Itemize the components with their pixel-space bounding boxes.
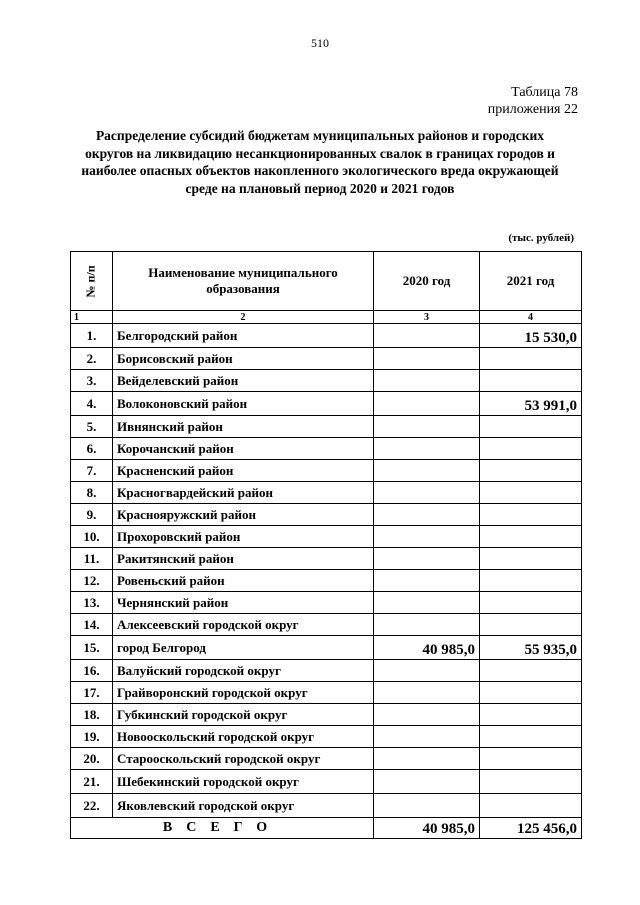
value-2020: [374, 704, 480, 726]
table-row: [71, 482, 582, 504]
table-row: [71, 570, 582, 592]
value-2021: [480, 726, 582, 748]
row-number: 2.: [71, 348, 113, 370]
value-2021: [480, 438, 582, 460]
value-2021: [480, 570, 582, 592]
table-row: [71, 770, 582, 794]
row-number: 11.: [71, 548, 113, 570]
table-row: [71, 392, 582, 416]
municipality-name: Вейделевский район: [113, 370, 374, 392]
units-note: (тыс. рублей): [508, 232, 574, 244]
value-2021: [480, 504, 582, 526]
column-number: 4: [480, 311, 582, 324]
value-2020: [374, 526, 480, 548]
municipality-name: Грайворонский городской округ: [113, 682, 374, 704]
value-2020: [374, 438, 480, 460]
header-year-2020: 2020 год: [374, 252, 480, 311]
row-number: 9.: [71, 504, 113, 526]
row-number: 7.: [71, 460, 113, 482]
value-2020: [374, 660, 480, 682]
table-row: [71, 682, 582, 704]
row-number: 22.: [71, 794, 113, 818]
table-number: Таблица 78: [511, 85, 578, 100]
value-2020: [374, 726, 480, 748]
table-row: [71, 416, 582, 438]
value-2020: [374, 548, 480, 570]
appendix-number: приложения 22: [487, 102, 578, 117]
row-number: 3.: [71, 370, 113, 392]
municipality-name: Прохоровский район: [113, 526, 374, 548]
row-number: 17.: [71, 682, 113, 704]
value-2020: [374, 392, 480, 416]
value-2021: [480, 660, 582, 682]
municipality-name: Красненский район: [113, 460, 374, 482]
table-row: [71, 748, 582, 770]
value-2021: [480, 548, 582, 570]
row-number: 12.: [71, 570, 113, 592]
table-row: [71, 370, 582, 392]
table-body: [71, 324, 582, 818]
value-2021: [480, 794, 582, 818]
table-row: [71, 794, 582, 818]
row-number: 21.: [71, 770, 113, 794]
municipality-name: Корочанский район: [113, 438, 374, 460]
municipality-name: город Белгород: [113, 636, 374, 660]
row-number: 16.: [71, 660, 113, 682]
municipality-name: Губкинский городской округ: [113, 704, 374, 726]
row-number: 20.: [71, 748, 113, 770]
row-number: 15.: [71, 636, 113, 660]
total-label: ВСЕГО: [71, 818, 374, 839]
table-reference: [488, 84, 578, 118]
table-row: [71, 660, 582, 682]
value-2021: [480, 770, 582, 794]
municipality-name: Волоконовский район: [113, 392, 374, 416]
table-row: [71, 726, 582, 748]
header-num: [71, 252, 113, 311]
table-row: [71, 704, 582, 726]
total-2021: 125 456,0: [480, 818, 582, 839]
municipality-name: Краснояружский район: [113, 504, 374, 526]
municipality-name: Валуйский городской округ: [113, 660, 374, 682]
municipality-name: Ракитянский район: [113, 548, 374, 570]
row-number: 6.: [71, 438, 113, 460]
value-2020: [374, 682, 480, 704]
total-row: [71, 818, 582, 839]
column-number: 1: [71, 311, 113, 324]
table-row: [71, 504, 582, 526]
row-number: 5.: [71, 416, 113, 438]
row-number: 18.: [71, 704, 113, 726]
row-number: 10.: [71, 526, 113, 548]
value-2021: [480, 482, 582, 504]
value-2021: [480, 614, 582, 636]
row-number: 8.: [71, 482, 113, 504]
value-2021: [480, 704, 582, 726]
municipality-name: Алексеевский городской округ: [113, 614, 374, 636]
municipality-name: Чернянский район: [113, 592, 374, 614]
table-row: [71, 438, 582, 460]
value-2020: [374, 570, 480, 592]
total-2020: 40 985,0: [374, 818, 480, 839]
header-year-2021: 2021 год: [480, 252, 582, 311]
municipality-name: Новооскольский городской округ: [113, 726, 374, 748]
value-2020: [374, 592, 480, 614]
value-2020: [374, 348, 480, 370]
value-2020: [374, 504, 480, 526]
value-2021: [480, 348, 582, 370]
value-2021: [480, 370, 582, 392]
table-row: [71, 526, 582, 548]
subsidies-table: [70, 251, 582, 839]
value-2020: [374, 614, 480, 636]
table-row: [71, 460, 582, 482]
municipality-name: Красногвардейский район: [113, 482, 374, 504]
value-2020: [374, 770, 480, 794]
table-row: [71, 592, 582, 614]
value-2021: [480, 460, 582, 482]
municipality-name: Борисовский район: [113, 348, 374, 370]
row-number: 1.: [71, 324, 113, 348]
municipality-name: Ровеньский район: [113, 570, 374, 592]
value-2021: 55 935,0: [480, 636, 582, 660]
table-header-row: [71, 252, 582, 311]
table-row: [71, 614, 582, 636]
column-number: 3: [374, 311, 480, 324]
value-2021: [480, 748, 582, 770]
value-2020: [374, 416, 480, 438]
municipality-name: Ивнянский район: [113, 416, 374, 438]
value-2020: 40 985,0: [374, 636, 480, 660]
row-number: 13.: [71, 592, 113, 614]
value-2021: [480, 592, 582, 614]
value-2021: [480, 526, 582, 548]
row-number: 19.: [71, 726, 113, 748]
value-2020: [374, 460, 480, 482]
value-2021: 15 530,0: [480, 324, 582, 348]
municipality-name: Белгородский район: [113, 324, 374, 348]
value-2020: [374, 482, 480, 504]
header-num-label: № п/п: [83, 265, 98, 298]
table-row: [71, 324, 582, 348]
page-number: 510: [311, 36, 329, 50]
value-2021: 53 991,0: [480, 392, 582, 416]
column-number: 2: [113, 311, 374, 324]
row-number: 4.: [71, 392, 113, 416]
municipality-name: Старооскольский городской округ: [113, 748, 374, 770]
header-name: Наименование муниципального образования: [113, 252, 374, 311]
value-2020: [374, 794, 480, 818]
value-2020: [374, 748, 480, 770]
value-2020: [374, 324, 480, 348]
table-row: [71, 348, 582, 370]
column-numbers-row: [71, 311, 582, 324]
row-number: 14.: [71, 614, 113, 636]
municipality-name: Шебекинский городской округ: [113, 770, 374, 794]
table-row: [71, 548, 582, 570]
table-row: [71, 636, 582, 660]
value-2021: [480, 416, 582, 438]
value-2020: [374, 370, 480, 392]
document-title: Распределение субсидий бюджетам муниципальных районов и городских округов на ликвидацию несанкционированных свалок в границах городов и наиболее опасных объектов накопленного экологического вреда окружающей среде на плановый период 2020 и 2021 годов: [81, 128, 559, 196]
municipality-name: Яковлевский городской округ: [113, 794, 374, 818]
value-2021: [480, 682, 582, 704]
